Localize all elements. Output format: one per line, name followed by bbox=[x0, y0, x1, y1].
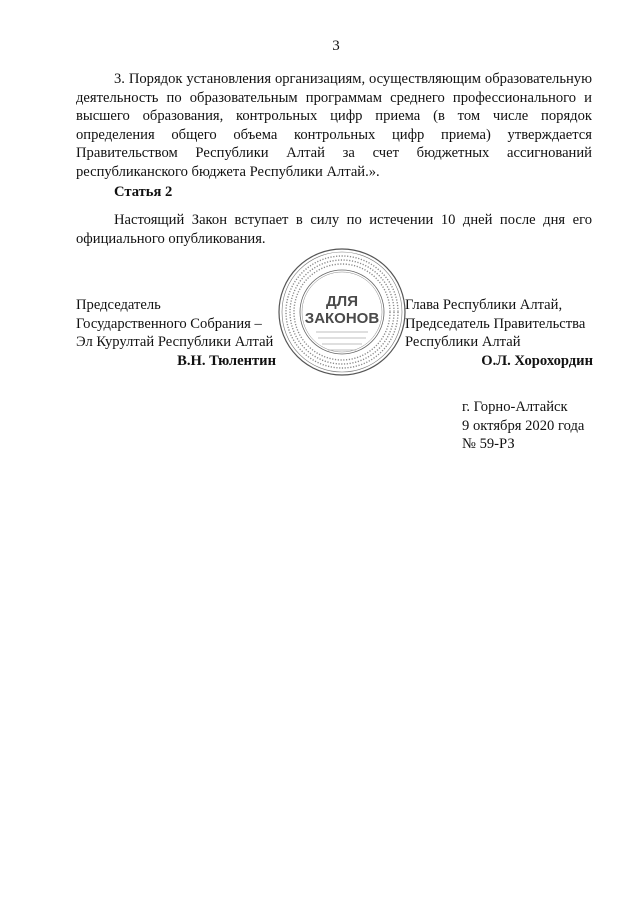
article-2-heading: Статья 2 bbox=[114, 184, 173, 200]
law-number: № 59-РЗ bbox=[462, 436, 515, 453]
signature-left-name: В.Н. Тюлентин bbox=[177, 352, 276, 369]
stamp-text-line2: ЗАКОНОВ bbox=[304, 310, 380, 327]
signature-right-title-2: Председатель Правительства bbox=[405, 315, 586, 332]
signature-block-left bbox=[76, 296, 276, 370]
article-2-text: Настоящий Закон вступает в силу по истечении 10 дней после дня его официального опубликования. bbox=[76, 212, 592, 247]
official-stamp bbox=[276, 246, 408, 378]
place-city: г. Горно-Алтайск bbox=[462, 399, 568, 415]
signature-right-name: О.Л. Хорохордин bbox=[481, 352, 593, 369]
place-date-block bbox=[462, 398, 584, 454]
signature-block-right bbox=[405, 296, 593, 370]
signature-left-title-2: Государственного Собрания – bbox=[76, 315, 262, 332]
signature-right-title-3: Республики Алтай bbox=[405, 334, 521, 351]
paragraph-3: 3. Порядок установления организациям, осуществляющим образовательную деятельность по образовательным программам среднего профессионального и высшего образования, контрольных цифр приема (в том числе порядок определения общего объема контрольных цифр приема) утверждается Правительством Республики Алтай за счет бюджетных ассигнований республиканского бюджета Республики Алтай.». bbox=[76, 71, 592, 180]
law-date: 9 октября 2020 года bbox=[462, 417, 585, 434]
signature-right-title-1: Глава Республики Алтай, bbox=[405, 297, 563, 313]
stamp-text-line1: ДЛЯ bbox=[326, 293, 358, 310]
signature-left-title-1: Председатель bbox=[76, 297, 161, 313]
signature-left-title-3: Эл Курултай Республики Алтай bbox=[76, 334, 274, 351]
page-number: 3 bbox=[332, 38, 340, 54]
